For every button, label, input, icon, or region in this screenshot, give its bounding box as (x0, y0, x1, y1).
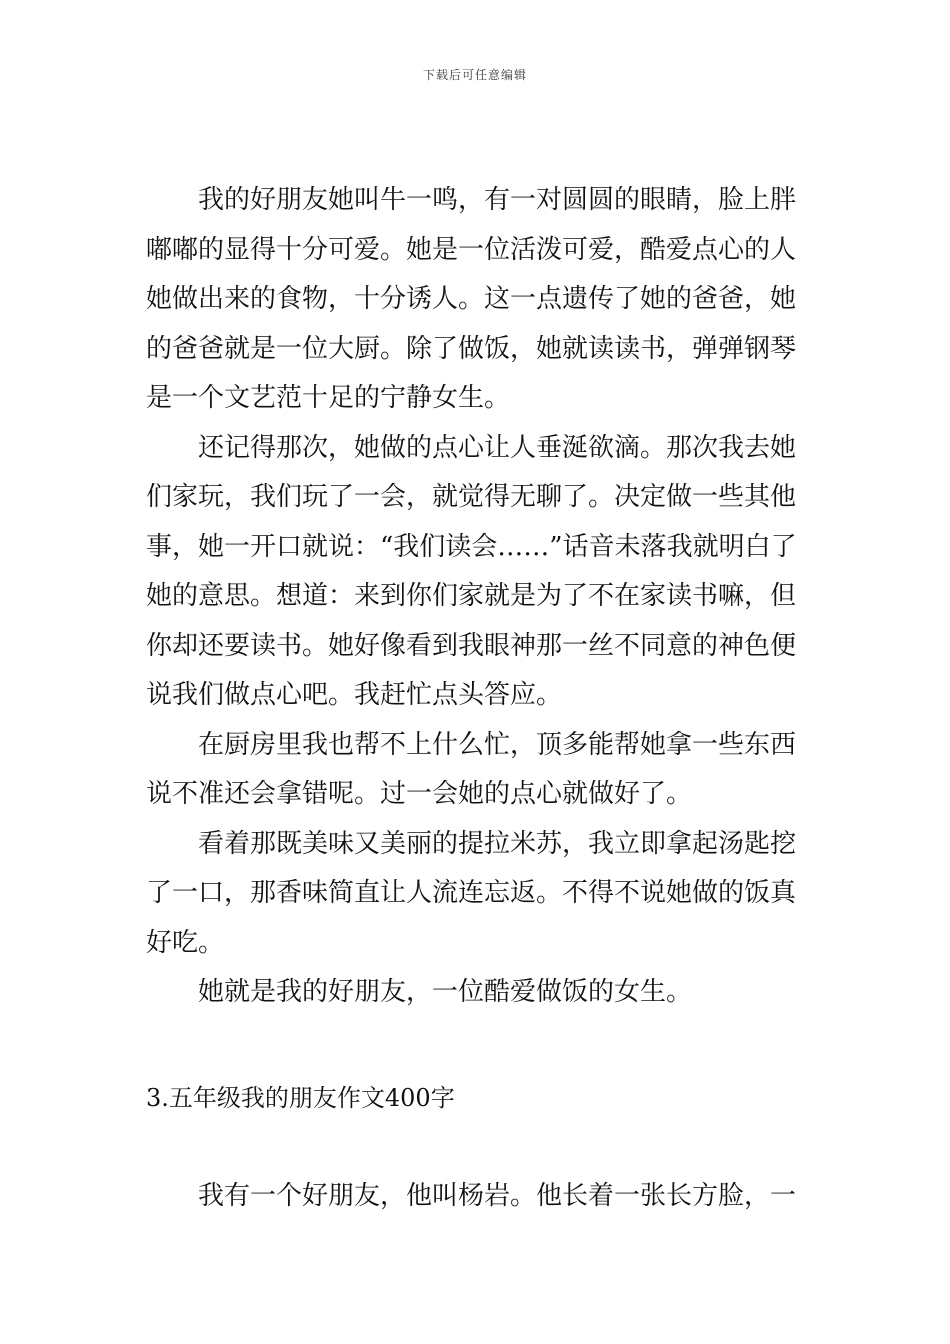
page-header: 下载后可任意编辑 (422, 68, 527, 82)
paragraph-3: 在厨房里我也帮不上什么忙，顶多能帮她拿一些东西说不准还会拿错呢。过一会她的点心就做好了。 (146, 729, 797, 809)
essay-body (146, 176, 808, 1018)
next-paragraph: 我有一个好朋友，他叫杨岩。他长着一张长方脸，一 (198, 1181, 797, 1211)
paragraph-2: 还记得那次，她做的点心让人垂涎欲滴。那次我去她们家玩，我们玩了一会，就觉得无聊了。决定做一些其他事，她一开口就说：“我们读会……”话音未落我就明白了她的意思。想道：来到你们家就是为了不在家读书嘛，但你却还要读书。她好像看到我眼神那一丝不同意的神色便说我们做点心吧。我赶忙点头答应。 (146, 432, 797, 710)
paragraph-5: 她就是我的好朋友，一位酷爱做饭的女生。 (198, 977, 693, 1007)
section-heading: 3.五年级我的朋友作文400字 (146, 1084, 455, 1112)
paragraph-1: 我的好朋友她叫牛一鸣，有一对圆圆的眼睛，脸上胖嘟嘟的显得十分可爱。她是一位活泼可爱，酷爱点心的人她做出来的食物，十分诱人。这一点遗传了她的爸爸，她的爸爸就是一位大厨。除了做饭，她就读读书，弹弹钢琴是一个文艺范十足的宁静女生。 (146, 185, 797, 413)
next-essay-body (146, 1172, 808, 1222)
paragraph-4: 看着那既美味又美丽的提拉米苏，我立即拿起汤匙挖了一口，那香味简直让人流连忘返。不得不说她做的饭真好吃。 (146, 828, 797, 958)
